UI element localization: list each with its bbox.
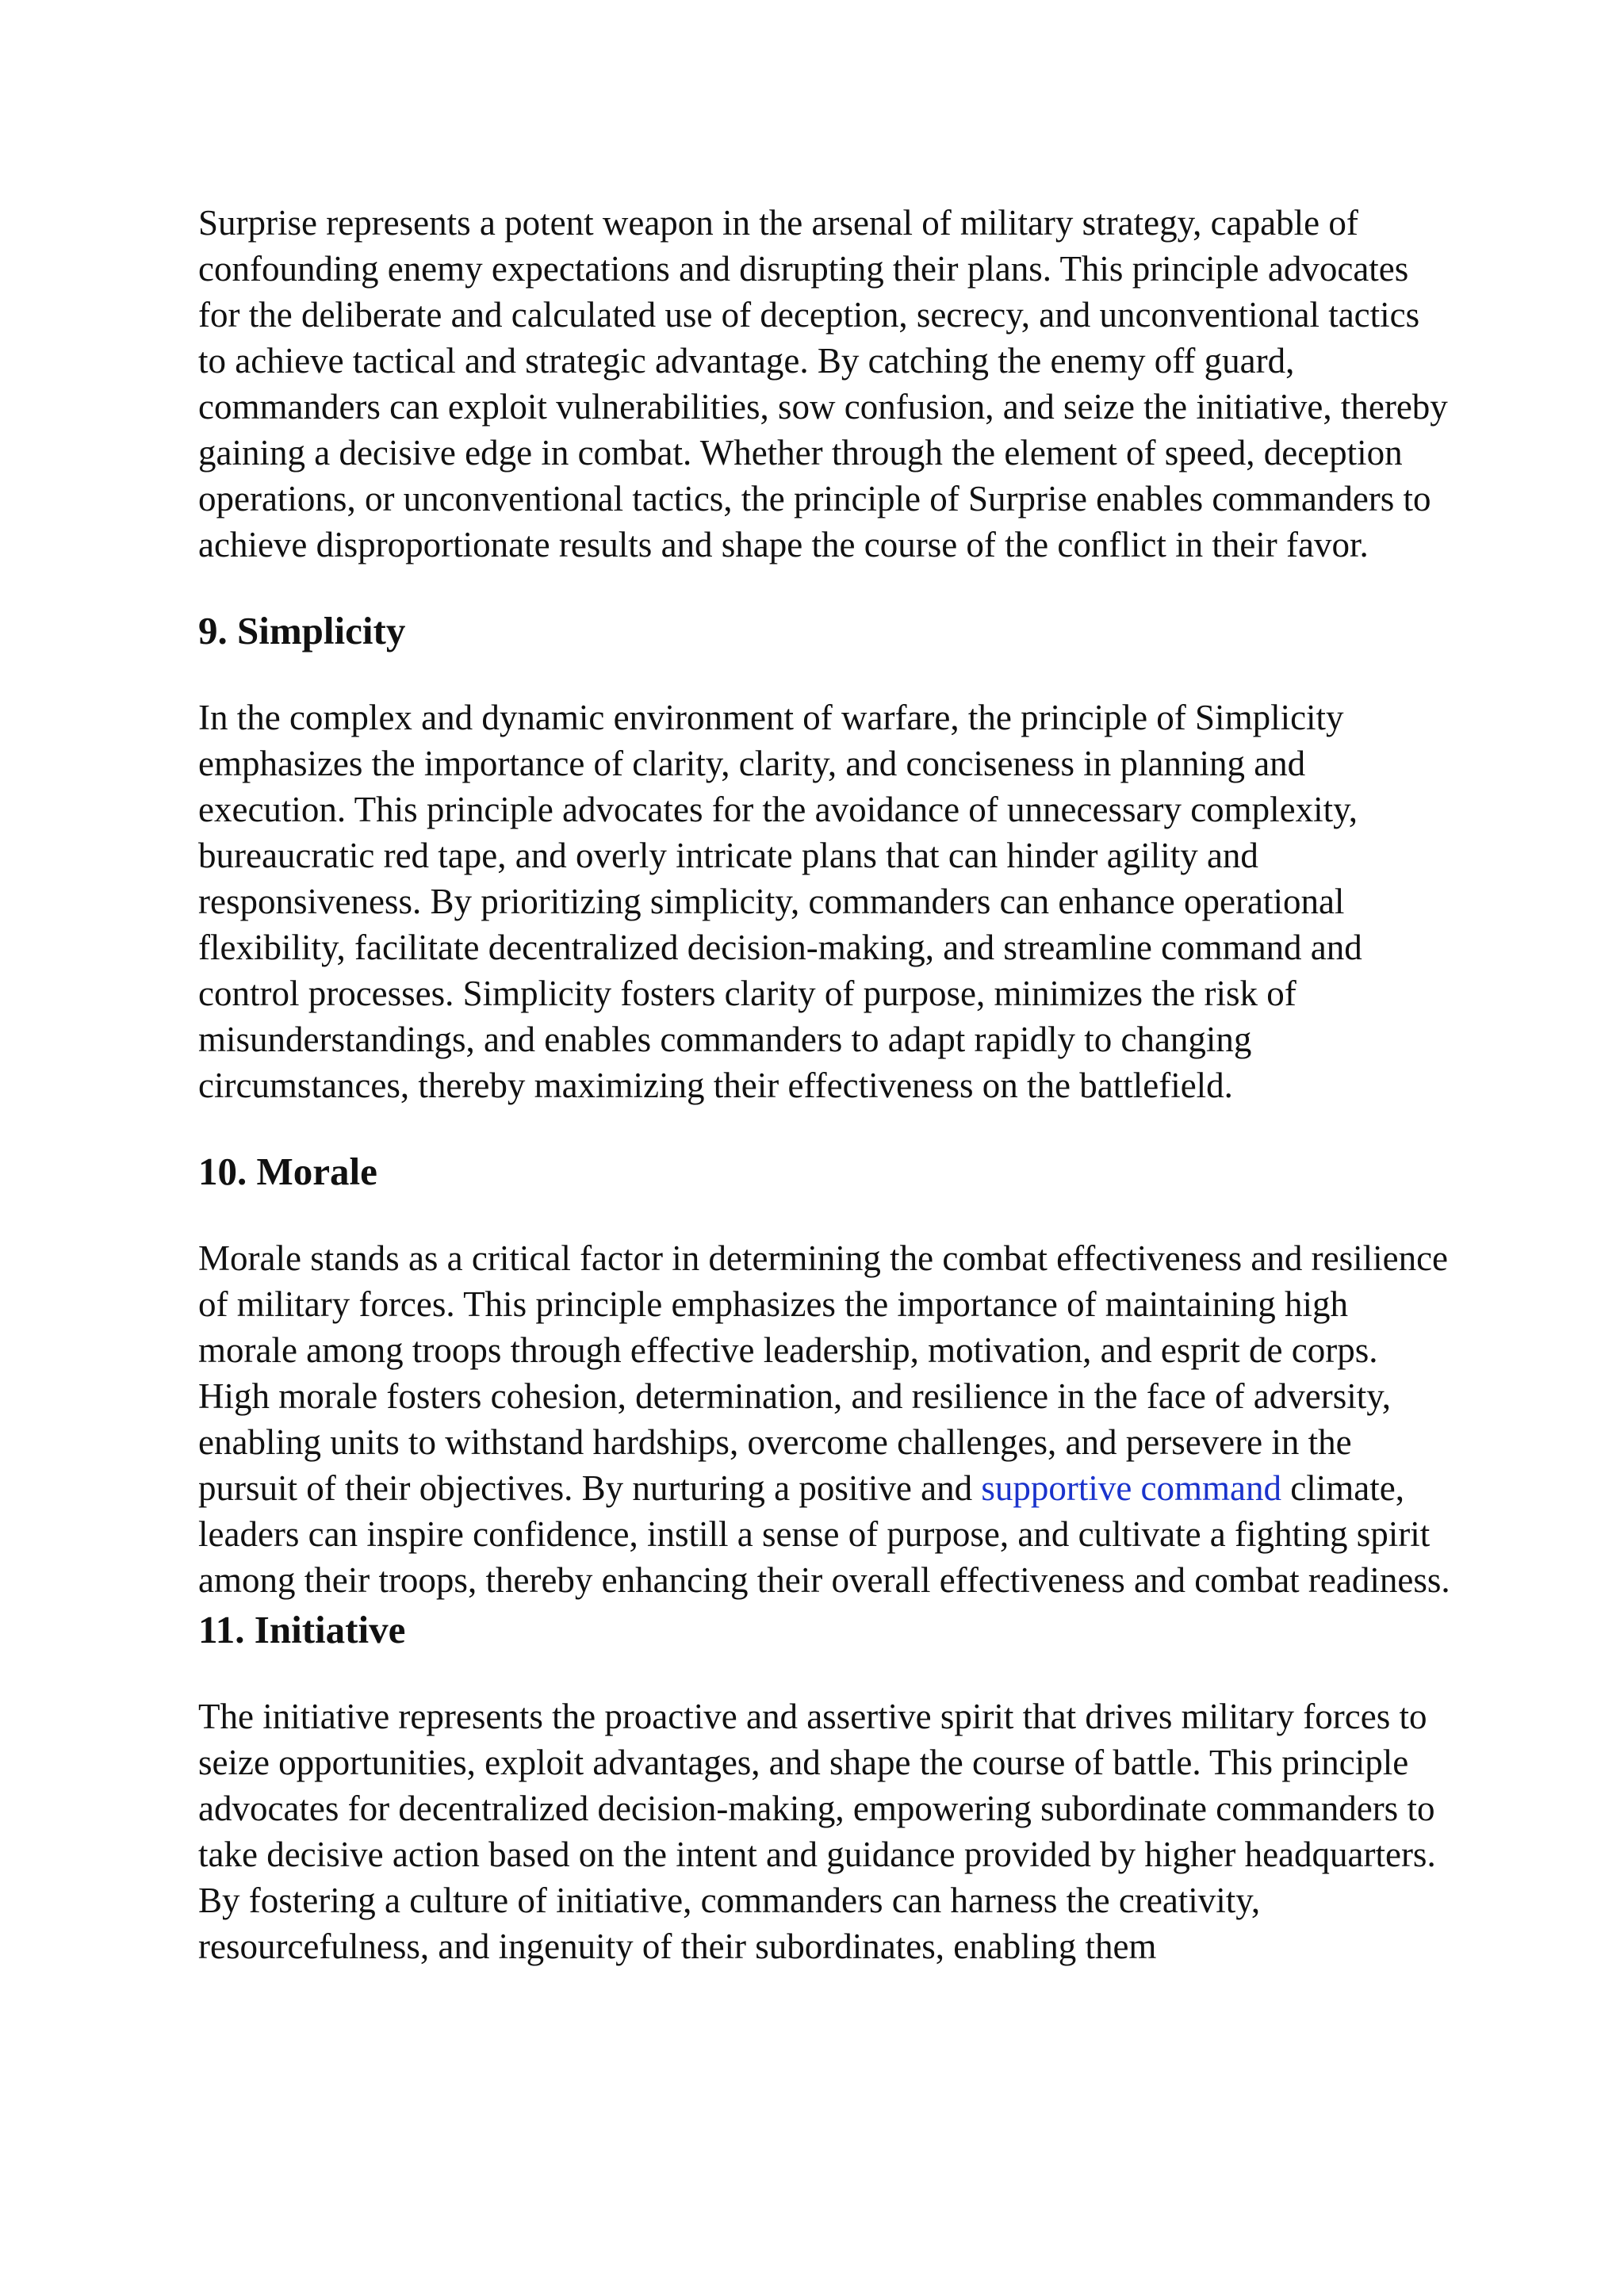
heading-morale: 10. Morale xyxy=(198,1150,377,1193)
paragraph-simplicity: In the complex and dynamic environment of warfare, the principle of Simplicity emphasizes the importance of clarity, clarity, and conciseness in planning and execution. This principle advocates for the avoidance of unnecessary complexity, bureaucratic red tape, and overly intricate plans that can hinder agility and responsiveness. By prioritizing simplicity, commanders can enhance operational flexibility, facilitate decentralized decision-making, and streamline command and control processes. Simplicity fosters clarity of purpose, minimizes the risk of misunderstandings, and enables commanders to adapt rapidly to changing circumstances, thereby maximizing their effectiveness on the battlefield. xyxy=(198,698,1362,1105)
document-page xyxy=(198,200,1451,1969)
paragraph-initiative: The initiative represents the proactive and assertive spirit that drives military forces to seize opportunities, exploit advantages, and shape the course of battle. This principle advocates for decentralized decision-making, empowering subordinate commanders to take decisive action based on the intent and guidance provided by higher headquarters. By fostering a culture of initiative, commanders can harness the creativity, resourcefulness, and ingenuity of their subordinates, enabling them xyxy=(198,1697,1436,1966)
intro-paragraph: Surprise represents a potent weapon in the arsenal of military strategy, capable of confounding enemy expectations and disrupting their plans. This principle advocates for the deliberate and calculated use of deception, secrecy, and unconventional tactics to achieve tactical and strategic advantage. By catching the enemy off guard, commanders can exploit vulnerabilities, sow confusion, and seize the initiative, thereby gaining a decisive edge in combat. Whether through the element of speed, deception operations, or unconventional tactics, the principle of Surprise enables commanders to achieve disproportionate results and shape the course of the conflict in their favor. xyxy=(198,203,1448,564)
heading-simplicity: 9. Simplicity xyxy=(198,609,406,652)
heading-initiative: 11. Initiative xyxy=(198,1608,406,1651)
supportive-command-link[interactable]: supportive command xyxy=(981,1468,1282,1508)
paragraph-morale xyxy=(198,1235,1451,1603)
morale-text-after-link: climate, leaders can inspire confidence, instill a sense of purpose, and cultivate a fighting spirit among their troops, thereby enhancing their overall effectiveness and combat readiness. xyxy=(198,1468,1450,1600)
morale-text-before-link: Morale stands as a critical factor in determining the combat effectiveness and resilience of military forces. This principle emphasizes the importance of maintaining high morale among troops through effective leadership, motivation, and esprit de corps. High morale fosters cohesion, determination, and resilience in the face of adversity, enabling units to withstand hardships, overcome challenges, and persevere in the pursuit of their objectives. By nurturing a positive and xyxy=(198,1238,1449,1508)
